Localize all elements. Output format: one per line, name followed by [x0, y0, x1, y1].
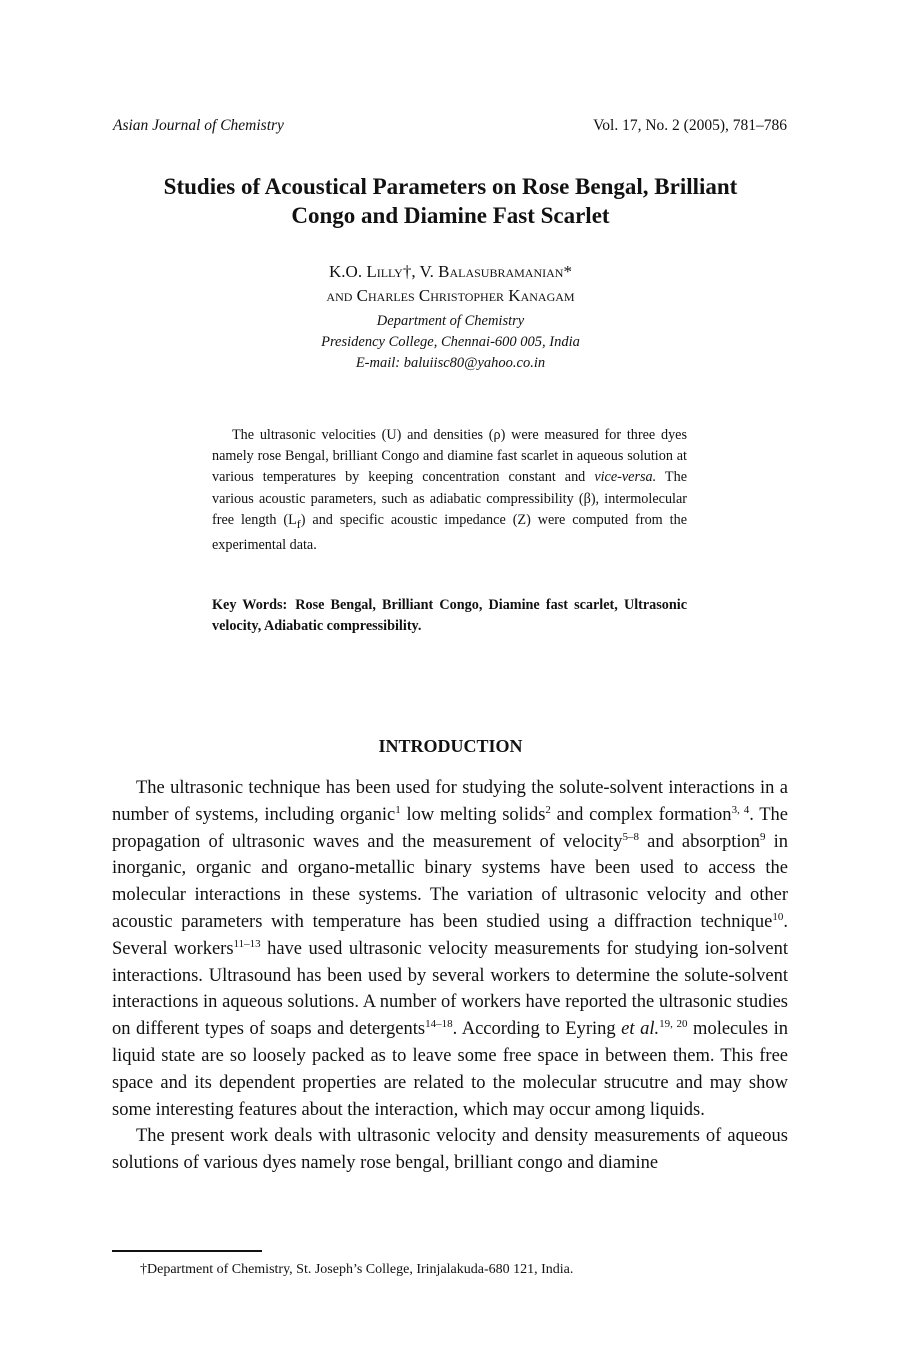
text-run: and absorption	[639, 831, 761, 852]
college: Presidency College, Chennai-600 005, India	[321, 334, 580, 350]
text-run: low melting solids	[400, 804, 546, 825]
intro-paragraph-2: The present work deals with ultrasonic velocity and density measurements of aqueous solutions of various dyes namely rose bengal, brilliant congo and diamine	[112, 1126, 788, 1174]
paper-title	[100, 172, 801, 230]
text-run: . Several workers	[112, 911, 788, 959]
section-heading-introduction: INTRODUCTION	[378, 736, 523, 756]
intro-paragraph-1	[112, 775, 788, 1123]
reference-mark: 14–18	[425, 1018, 453, 1031]
abstract	[212, 425, 687, 556]
reference-mark: 5–8	[622, 830, 640, 843]
keywords-text: Rose Bengal, Brilliant Congo, Diamine fast scarlet, Ultrasonic velocity, Adiabatic compressibility.	[212, 597, 687, 635]
text-run: The ultrasonic technique has been used for studying the solute-solvent interactions in a number of systems, including organic	[112, 778, 788, 825]
abstract-part-3: ) and specific acoustic impedance (Z) were computed from the experimental data.	[212, 511, 687, 553]
text-run-italic: et al.	[621, 1019, 660, 1040]
title-line-2: Congo and Diamine Fast Scarlet	[291, 203, 610, 228]
text-run: and complex formation	[550, 804, 732, 825]
journal-name: Asian Journal of Chemistry	[113, 117, 284, 134]
affiliation	[100, 311, 801, 374]
text-run: in inorganic, organic and organo-metallic binary systems have been used to access the molecular interactions in these systems. The variation of ultrasonic velocity and other acoustic parameters with temperature has been studied using a diffraction technique	[112, 831, 789, 932]
reference-mark: 3, 4	[731, 803, 750, 816]
department: Department of Chemistry	[376, 313, 525, 329]
text-run: . The propagation of ultrasonic waves and the measurement of velocity	[112, 804, 789, 852]
author-list	[100, 260, 801, 308]
abstract-part-2: The various acoustic parameters, such as adiabatic compressibility (β), intermolecular free length (L	[212, 469, 687, 528]
reference-mark: 11–13	[233, 937, 261, 950]
keywords-label: Key Words:	[212, 597, 288, 613]
abstract-part-1: The ultrasonic velocities (U) and densities (ρ) were measured for three dyes namely rose Bengal, brilliant Congo and diamine fast scarlet in aqueous solution at various temperatures by keeping concentration constant and	[212, 427, 687, 486]
text-run: . According to Eyring	[452, 1019, 622, 1040]
running-header	[113, 117, 787, 135]
footnote-rule	[112, 1250, 262, 1252]
footnote: †Department of Chemistry, St. Joseph’s College, Irinjalakuda-680 121, India.	[140, 1262, 574, 1277]
title-line-1: Studies of Acoustical Parameters on Rose Bengal, Brilliant	[163, 174, 738, 199]
keywords	[212, 595, 687, 637]
reference-mark: 10	[772, 910, 784, 923]
text-run: have used ultrasonic velocity measurements for studying ion-solvent interactions. Ultrasound has been used by several workers to determine the solute-solvent interactions in aqueous solutions. A number of workers have reported the ultrasonic studies on different types of soaps and detergents	[112, 938, 788, 1040]
authors-line-1: K.O. Lilly†, V. Balasubramanian*	[329, 262, 572, 281]
reference-mark: 1	[395, 803, 401, 816]
abstract-subscript: f	[296, 516, 301, 531]
volume-info: Vol. 17, No. 2 (2005), 781–786	[593, 117, 787, 134]
reference-mark: 19, 20	[659, 1018, 688, 1031]
authors-line-2: and Charles Christopher Kanagam	[326, 286, 575, 305]
reference-mark: 9	[760, 830, 766, 843]
abstract-italic: vice-versa.	[594, 469, 657, 486]
email: E-mail: baluiisc80@yahoo.co.in	[355, 355, 546, 371]
reference-mark: 2	[545, 803, 551, 816]
introduction-body	[112, 775, 788, 1177]
text-run: molecules in liquid state are so loosely packed as to leave some free space in between them. This free space and its dependent properties are related to the molecular strucutre and may show some interesting features about the interaction, which may occur among liquids.	[112, 1019, 788, 1120]
